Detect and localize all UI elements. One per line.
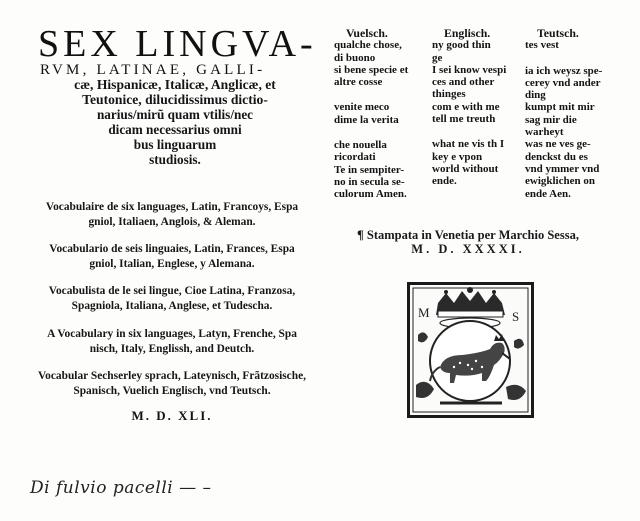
- column-line: dime la verita: [334, 113, 399, 126]
- vocabulary-line: gniol, Italiaen, Anglois, & Aleman.: [88, 216, 256, 228]
- column-line: I sei know vespi: [432, 63, 507, 76]
- column-header: Vuelsch.: [346, 26, 388, 40]
- colophon-date: M. D. XXXXI.: [411, 242, 525, 256]
- svg-text:M: M: [418, 305, 430, 320]
- column-line: altre cosse: [334, 76, 383, 89]
- column-line: qualche chose,: [334, 39, 402, 52]
- vocabulary-spanish: [22, 242, 322, 272]
- column-line: di buono: [334, 51, 376, 64]
- title-line: narius/mirũ quam vtilis/nec: [96, 107, 254, 122]
- column-line: kumpt mit mir: [525, 101, 595, 114]
- column-line: tes vest: [525, 39, 559, 52]
- column-line: was ne ves ge-: [525, 138, 591, 151]
- column-line: thinges: [432, 88, 466, 101]
- vocabulary-german: [22, 369, 322, 399]
- title-line: studiosis.: [149, 152, 201, 167]
- title-line: Teutonice, dilucidissimus dictio-: [82, 92, 268, 107]
- handwritten-signature: Di fulvio pacelli — –: [30, 478, 212, 498]
- colophon-page: [325, 0, 640, 521]
- column-line: ewigklichen on: [525, 175, 595, 188]
- column-italian: [334, 27, 429, 201]
- column-line: com e with me: [432, 100, 500, 113]
- column-line: ia ich weysz spe-: [525, 64, 603, 77]
- vocabulary-italian: [22, 284, 322, 314]
- vocabulary-line: Vocabulista de le sei lingue, Cioe Latina, Franzosa,: [48, 285, 296, 297]
- svg-text:S: S: [512, 309, 520, 324]
- column-line: cerey vnd ander: [525, 76, 601, 89]
- column-line: vnd ymmer vnd: [525, 162, 600, 175]
- column-line: sag mir die: [525, 113, 577, 126]
- column-header: Teutsch.: [537, 26, 579, 40]
- vocabulary-line: Spagniola, Italiana, Anglese, et Tudescha.: [71, 300, 273, 312]
- vocabulary-line: gniol, Italian, Englese, y Alemana.: [89, 258, 255, 270]
- title-main: SEX LINGVA-: [38, 23, 317, 65]
- column-header: Englisch.: [444, 26, 491, 40]
- column-line: Te in sempiter-: [334, 163, 405, 176]
- colophon-imprint: ¶ Stampata in Venetia per Marchio Sessa,: [357, 228, 579, 242]
- vocabulary-line: Vocabulaire de six languages, Latin, Francoys, Espa: [45, 201, 299, 213]
- column-line: ende.: [432, 175, 457, 188]
- printers-mark-woodcut: [407, 282, 534, 418]
- column-line: tell me treuth: [432, 113, 496, 126]
- column-line: no in secula se-: [334, 175, 405, 188]
- publication-date: M. D. XLI.: [131, 408, 213, 423]
- column-line: venite meco: [334, 101, 390, 114]
- column-line: denckst du es: [525, 150, 588, 163]
- column-line: what ne vis th I: [432, 138, 505, 151]
- title-description: [40, 77, 310, 167]
- vocabulary-line: Vocabular Sechserley sprach, Lateynisch, Frãtzosische,: [38, 370, 306, 382]
- column-line: ces and other: [432, 76, 495, 89]
- vocabulary-line: Vocabulario de seis linguaies, Latin, Frances, Espa: [49, 243, 295, 255]
- title-line: dicam necessarius omni: [108, 122, 242, 137]
- vocabulary-line: nisch, Italy, Englissh, and Deutch.: [89, 343, 255, 355]
- colophon: [353, 228, 583, 256]
- title-subtitle: RVM, LATINAE, GALLI-: [40, 62, 266, 78]
- column-line: che nouella: [334, 139, 387, 152]
- crowned-cat-emblem-icon: [410, 285, 531, 415]
- vocabulary-line: Spanisch, Vuelich Englisch, vnd Teutsch.: [73, 385, 271, 397]
- title-line: cæ, Hispanicæ, Italicæ, Anglicæ, et: [74, 77, 276, 92]
- vocabulary-line: A Vocabulary in six languages, Latyn, Frenche, Spa: [47, 328, 297, 340]
- column-line: si bene specie et: [334, 63, 409, 76]
- column-line: ricordati: [334, 151, 376, 164]
- column-line: ge: [432, 51, 443, 64]
- column-line: world without: [432, 162, 499, 175]
- vocabulary-english: [22, 327, 322, 357]
- title-line: bus linguarum: [133, 137, 217, 152]
- vocabulary-french: [22, 200, 322, 230]
- column-line: ende Aen.: [525, 187, 571, 200]
- column-line: ny good thin: [432, 39, 491, 52]
- column-english: [432, 27, 527, 188]
- column-german: [525, 27, 635, 200]
- column-line: ding: [525, 89, 546, 102]
- column-line: culorum Amen.: [334, 188, 407, 201]
- column-line: warheyt: [525, 126, 564, 139]
- column-line: key e vpon: [432, 150, 483, 163]
